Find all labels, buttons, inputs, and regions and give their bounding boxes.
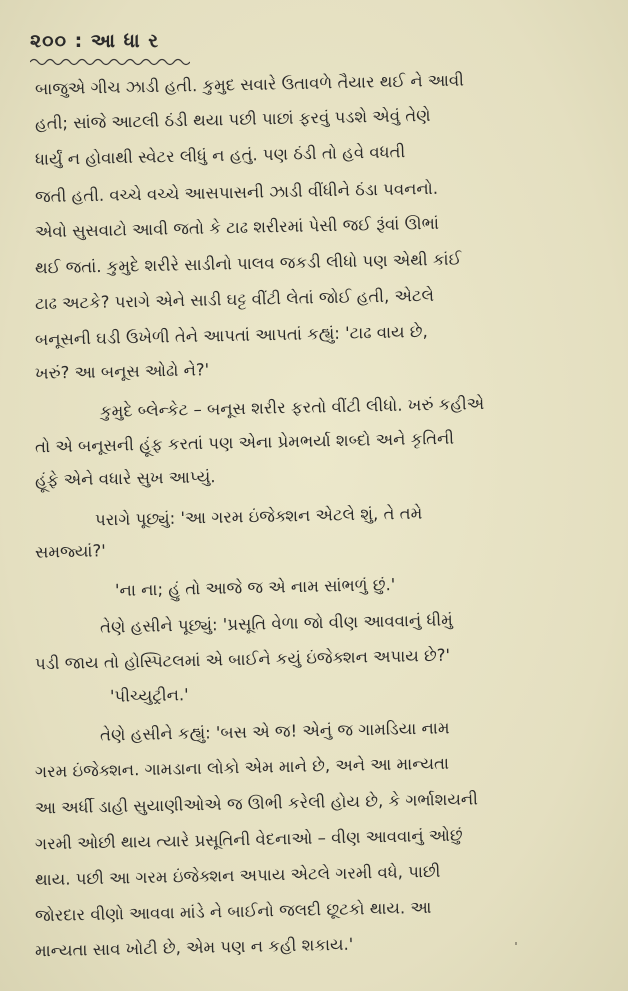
text-line: થઈ જતાં. કુમુદે શરીરે સાડીનો પાલવ જકડી લીધો પણ એથી કાંઈ [34,249,462,278]
text-line: થાય. પછી આ ગરમ ઇંજેક્શન અપાય એટલે ગરમી વધે, પાછી [34,861,441,890]
text-line: હતી; સાંજે આટલી ઠંડી થયા પછી પાછાં ફરવું પડશે એવું તેણે [34,105,431,134]
text-line: જતી હતી. વચ્ચે વચ્ચે આસપાસની ઝાડી વીંધીને ઠંડા પવનનો. [34,178,439,207]
paper-speck [515,942,517,945]
text-line: હૂંફે એને વધારે સુખ આપ્યું. [34,467,216,490]
text-line: તો એ બનૂસની હૂંફ કરતાં પણ એના પ્રેમભર્યા શબ્દો અને કૃતિની [34,428,455,457]
text-line: એવો સુસવાટો આવી જતો કે ટાઢ શરીરમાં પેસી જઈ રૂંવાં ઊભાં [34,213,440,242]
text-line: 'પીચ્યુટ્રીન.' [109,685,189,706]
text-line: ખરું? આ બનૂસ ઓઢો ને?' [34,360,210,383]
text-line: આ અર્ધી ડાહી સુયાણીઓએ જ ઊભી કરેલી હોય છે, કે ગર્ભાશયની [34,789,479,818]
text-line: ગરમ ઇંજેક્શન. ગામડાના લોકો એમ માને છે, અને આ માન્યતા [34,753,450,782]
text-line: બાજુએ ગીચ ઝાડી હતી. કુમુદ સવારે ઉતાવળે તૈયાર થઈ ને આવી [34,70,465,99]
text-line: ટાઢ અટકે? પરાગે એને સાડી ઘટ્ટ વીંટી લેતાં જોઈ હતી, એટલે [34,285,435,314]
text-line: પડી જાય તો હોસ્પિટલમાં એ બાઈને કયું ઇંજેક્શન અપાય છે?' [34,645,451,674]
text-line: માન્યતા સાવ ખોટી છે, એમ પણ ન કહી શકાય.' [34,934,354,961]
text-line: કુમુદે બ્લેન્કેટ – બનૂસ શરીર ફરતો વીંટી લીધો. ખરું કહીએ [99,393,485,422]
text-line: તેણે હસીને કહ્યું: 'બસ એ જ! એનું જ ગામડિયા નામ [99,718,450,745]
text-line: જોરદાર વીણો આવવા માંડે ને બાઈનો જલદી છૂટકો થાય. આ [34,897,432,926]
page-header: ૨૦૦ : આ ધા ર [30,30,160,52]
text-line: 'ના ના; હું તો આજે જ એ નામ સાંભળું છું.' [114,575,396,600]
text-line: સમજ્યાં?' [34,541,106,562]
text-line: પરાગે પૂછ્યું: 'આ ગરમ ઇંજેક્શન એટલે શું, તે તમે [94,503,423,530]
text-line: બનૂસની ઘડી ઉખેળી તેને આપતાં આપતાં કહ્યું: 'ટાઢ વાય છે, [34,321,428,350]
text-line: ધાર્યું ન હોવાથી સ્વેટર લીધું ન હતું. પણ ઠંડી તો હવે વધતી [34,142,406,169]
text-line: ગરમી ઓછી થાય ત્યારે પ્રસૂતિની વેદનાઓ – વીણ આવવાનું ઓછું [34,825,463,854]
text-line: તેણે હસીને પૂછ્યું: 'પ્રસૂતિ વેળા જો વીણ આવવાનું ધીમું [99,610,453,637]
header-underline-ornament [30,56,190,68]
